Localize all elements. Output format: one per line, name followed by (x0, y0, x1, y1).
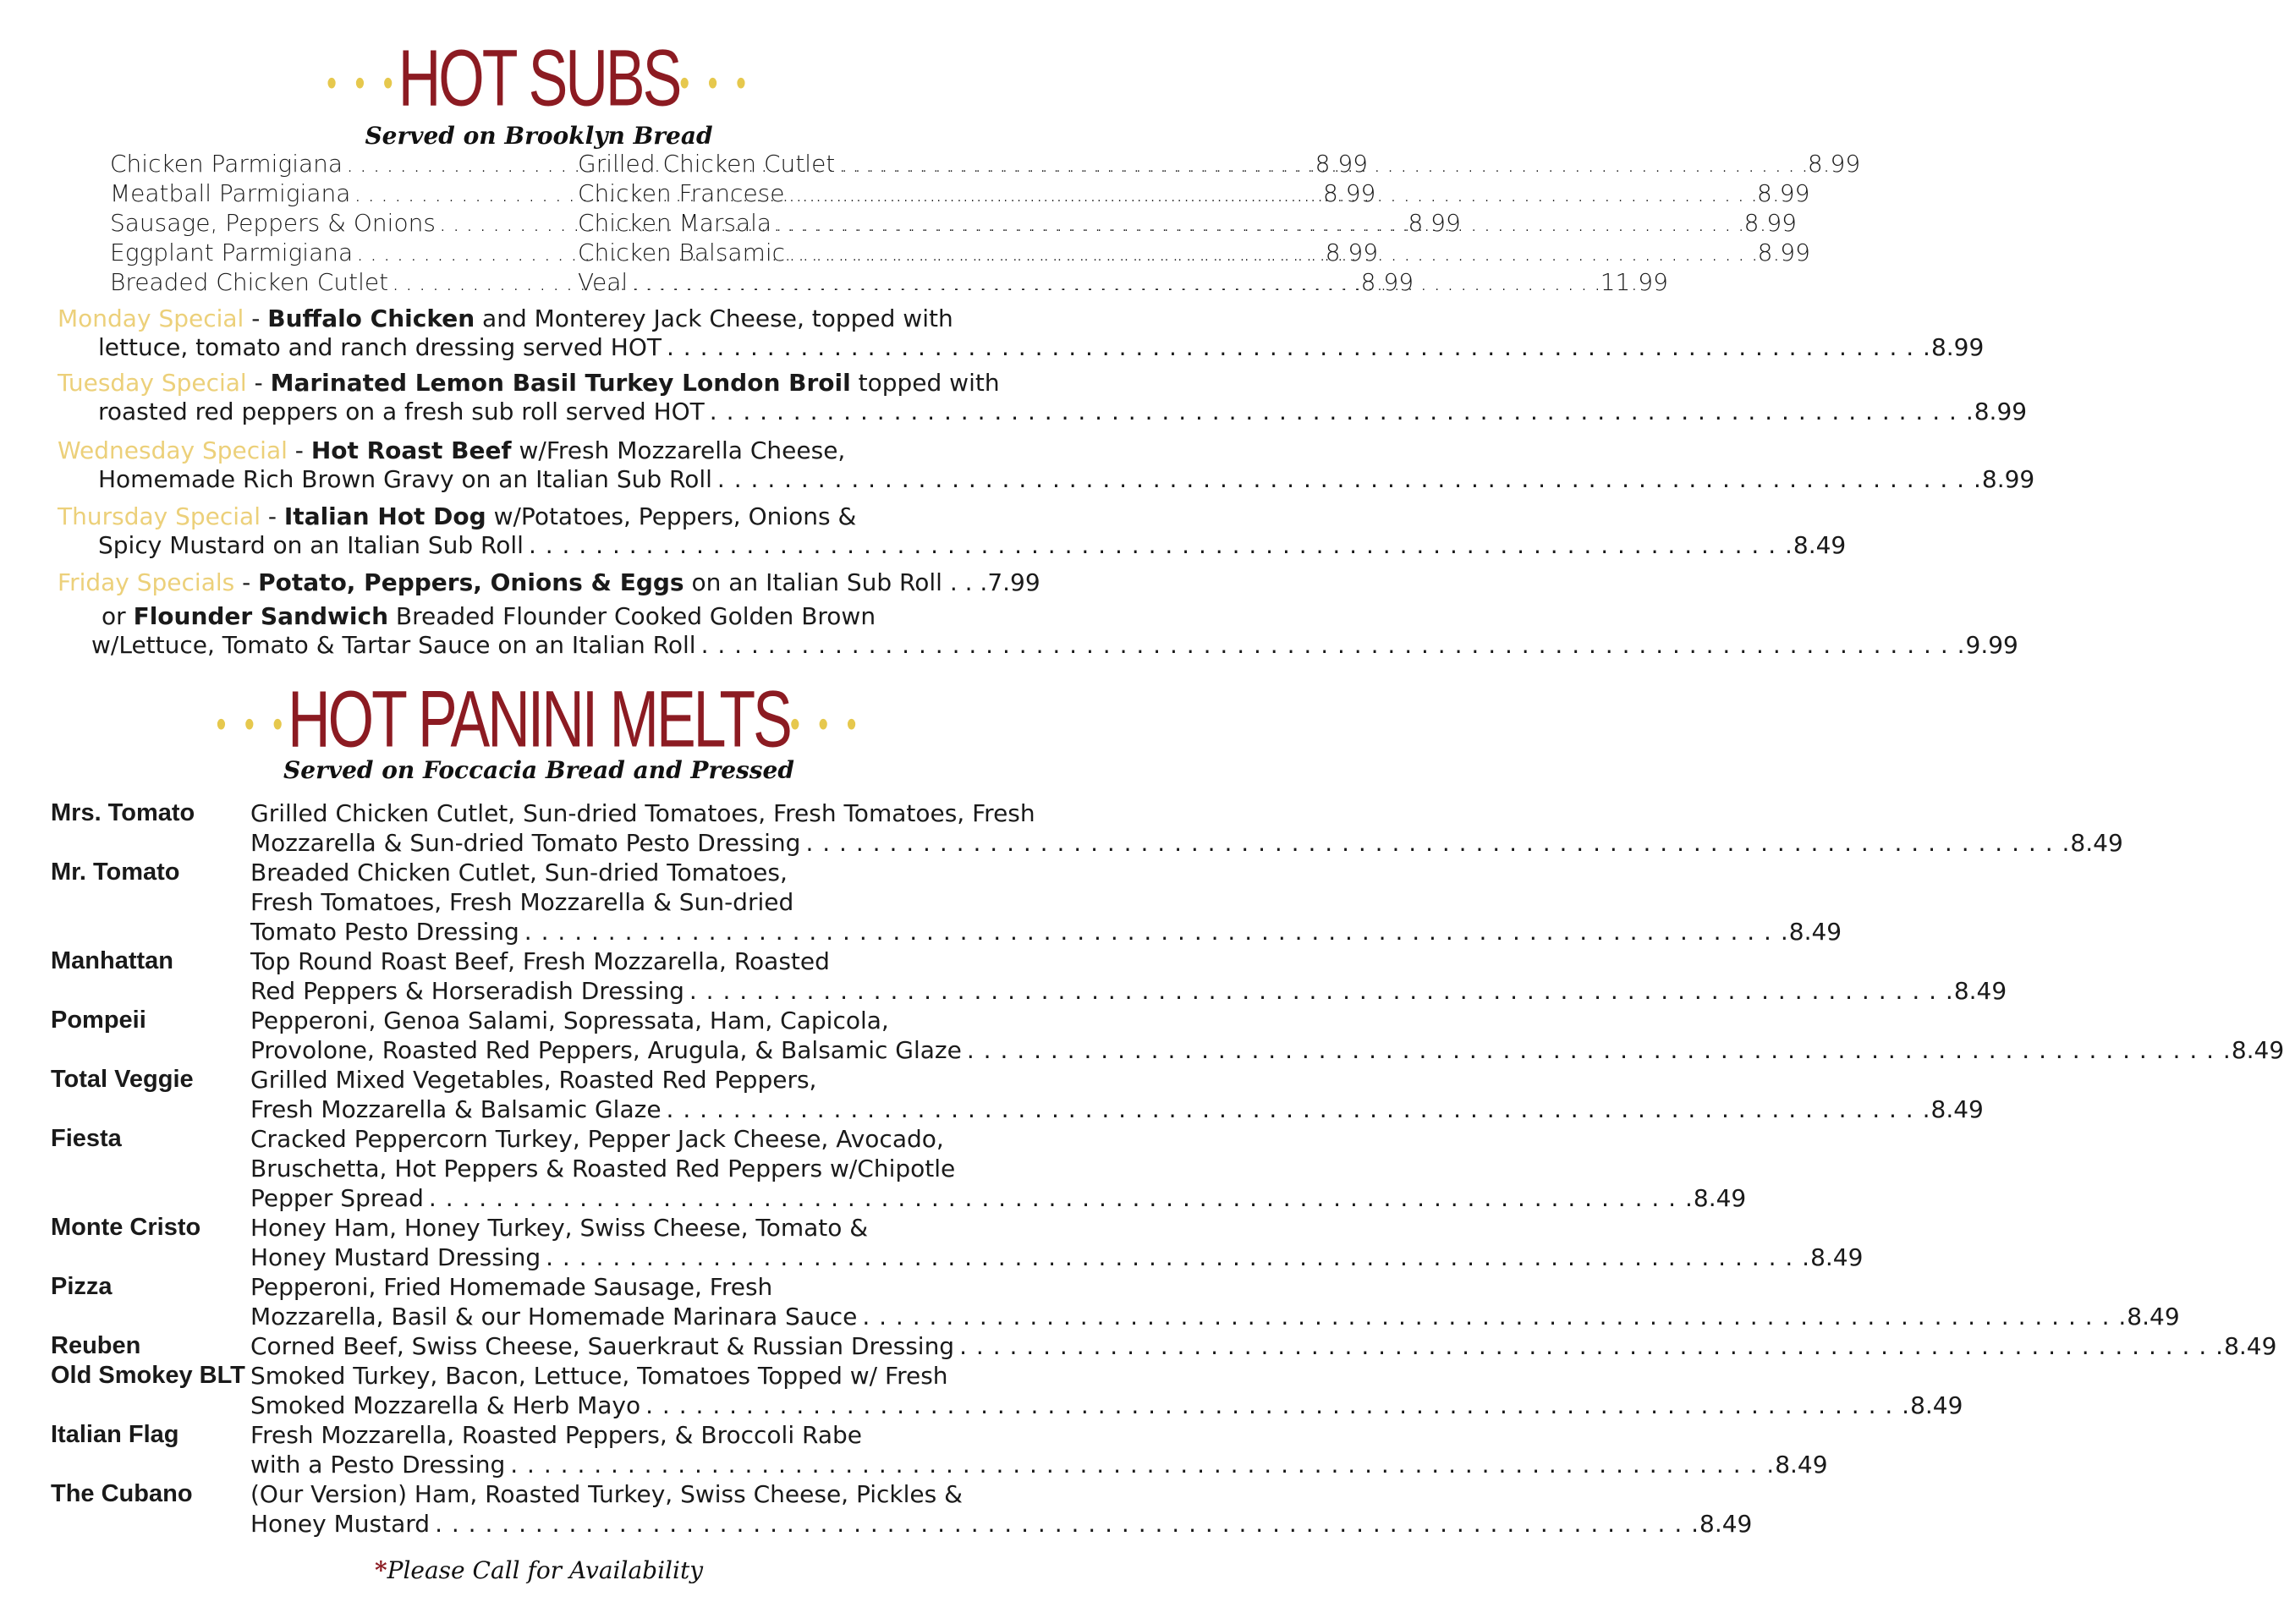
panini-item (51, 1420, 1828, 1479)
panini-list (51, 798, 2284, 1539)
panini-item-desc-last: Tomato Pesto Dressing (250, 918, 519, 946)
menu-item-name: Chicken Marsala (578, 209, 772, 237)
hot-subs-title (0, 32, 1078, 123)
panini-item-name: Pizza (51, 1273, 113, 1300)
panini-item-name: Total Veggie (51, 1066, 194, 1093)
panini-item-name: Old Smokey BLT (51, 1362, 245, 1389)
panini-item-desc-last: Mozzarella, Basil & our Homemade Marinara Sauce (250, 1303, 858, 1330)
panini-item-name: Manhattan (51, 947, 173, 974)
panini-item-name: The Cubano (51, 1480, 193, 1507)
panini-item (51, 858, 1842, 946)
panini-item-desc-last: Red Peppers & Horseradish Dressing (250, 977, 684, 1005)
menu-item (578, 149, 1861, 178)
availability-note-text: Please Call for Availability (387, 1556, 704, 1584)
panini-item (51, 798, 2123, 858)
panini-item-price: 8.49 (2224, 1332, 2277, 1360)
menu-item-price: 8.99 (1325, 239, 1379, 266)
friday-day-label: Friday Specials (58, 568, 235, 596)
menu-item-price: 8.99 (1408, 209, 1461, 237)
panini-item-desc-line: Grilled Chicken Cutlet, Sun-dried Tomatoes, Fresh Tomatoes, Fresh (250, 799, 1035, 827)
panini-item-desc-last: Honey Mustard Dressing (250, 1243, 541, 1271)
menu-item-name: Breaded Chicken Cutlet (110, 268, 389, 296)
hot-subs-right-column (578, 149, 1861, 297)
menu-item-price: 8.99 (1757, 179, 1810, 207)
special-item-desc: and Monterey Jack Cheese, topped with (482, 304, 953, 332)
friday-item-2-desc: Breaded Flounder Cooked Golden Brown (395, 602, 876, 630)
panini-item-desc-last: Mozzarella & Sun-dried Tomato Pesto Dressing (250, 829, 801, 857)
panini-item-price: 8.49 (2070, 829, 2123, 857)
panini-item-desc-line: Pepperoni, Genoa Salami, Sopressata, Ham, Capicola, (250, 1007, 889, 1034)
panini-item-price: 8.49 (2231, 1036, 2284, 1064)
asterisk: * (374, 1556, 387, 1584)
special-item-desc: w/Fresh Mozzarella Cheese, (519, 436, 846, 464)
availability-note (0, 1556, 1078, 1584)
menu-item-name: Eggplant Parmigiana (110, 239, 354, 266)
panini-item-desc-line: Fresh Tomatoes, Fresh Mozzarella & Sun-dried (250, 888, 794, 916)
special-item-desc-line: Spicy Mustard on an Italian Sub Roll (98, 531, 524, 559)
panini-item-desc-line: Grilled Mixed Vegetables, Roasted Red Peppers, (250, 1066, 817, 1094)
special-price: 8.99 (1930, 333, 1985, 361)
panini-item-desc-last: Fresh Mozzarella & Balsamic Glaze (250, 1095, 662, 1123)
hot-subs-title-text: HOT SUBS (398, 33, 680, 123)
daily-special: Wednesday Special - Hot Roast Beef w/Fresh Mozzarella Cheese, Homemade Rich Brown Gravy on an Italian Sub Roll . . . 8.99 (58, 436, 1022, 494)
panini-item-name: Mrs. Tomato (51, 799, 195, 826)
menu-item-name: Meatball Parmigiana (110, 179, 351, 207)
menu-item-price: 8.99 (1807, 150, 1861, 178)
decorative-dots-right: • • • (679, 62, 751, 106)
panini-item-desc-last: Pepper Spread (250, 1184, 424, 1212)
panini-item-name: Reuben (51, 1332, 141, 1359)
panini-item (51, 1213, 1864, 1272)
panini-item-price: 8.49 (1699, 1510, 1753, 1538)
panini-item-desc-line: Cracked Peppercorn Turkey, Pepper Jack Cheese, Avocado, (250, 1125, 944, 1153)
friday-price-1: 7.99 (987, 568, 1040, 596)
panini-item (51, 1331, 2277, 1361)
panini-item-price: 8.49 (1788, 918, 1842, 946)
panini-item-price: 8.49 (1910, 1391, 1963, 1419)
menu-item-price: 8.99 (1743, 209, 1797, 237)
panini-title-text: HOT PANINI MELTS (288, 674, 790, 764)
panini-item-desc-line: Top Round Roast Beef, Fresh Mozzarella, Roasted (250, 947, 830, 975)
menu-item-price: 8.99 (1757, 239, 1810, 266)
special-item-desc: w/Potatoes, Peppers, Onions & (493, 502, 857, 530)
friday-or: or (102, 602, 126, 630)
special-price: 8.99 (1974, 398, 2028, 425)
special-day-label: Wednesday Special (58, 436, 288, 464)
menu-item-price: 8.99 (1322, 179, 1376, 207)
panini-item-price: 8.49 (1810, 1243, 1864, 1271)
panini-title (0, 673, 1078, 765)
panini-item-desc-line: Smoked Turkey, Bacon, Lettuce, Tomatoes Topped w/ Fresh (250, 1362, 948, 1390)
panini-item-desc-line: Bruschetta, Hot Peppers & Roasted Red Peppers w/Chipotle (250, 1155, 956, 1182)
decorative-dots-left: • • • (327, 62, 398, 106)
friday-price-2: 9.99 (1965, 631, 2018, 659)
special-price: 8.99 (1981, 465, 2035, 493)
special-item-name: Buffalo Chicken (267, 304, 475, 332)
friday-item-2-desc-line: w/Lettuce, Tomato & Tartar Sauce on an Italian Roll (91, 631, 696, 659)
daily-special: Monday Special - Buffalo Chicken and Monterey Jack Cheese, topped with lettuce, tomato and ranch dressing served HOT . . . 8.99 (58, 304, 1022, 362)
special-item-desc-line: roasted red peppers on a fresh sub roll served HOT (98, 398, 705, 425)
panini-item-price: 8.49 (1953, 977, 2007, 1005)
special-item-name: Italian Hot Dog (283, 502, 486, 530)
panini-item-desc-last: Honey Mustard (250, 1510, 431, 1538)
special-item-name: Marinated Lemon Basil Turkey London Broil (270, 369, 851, 397)
special-price: 8.49 (1793, 531, 1847, 559)
special-item-desc-line: Homemade Rich Brown Gravy on an Italian Sub Roll (98, 465, 712, 493)
menu-item-price: 11.99 (1600, 268, 1668, 296)
menu-item-name: Veal (578, 268, 629, 296)
menu-item-price: 8.99 (1360, 268, 1414, 296)
friday-item-1-desc: on an Italian Sub Roll (691, 568, 942, 596)
friday-item-2: Flounder Sandwich (133, 602, 389, 630)
panini-item (51, 1361, 1963, 1420)
special-item-name: Hot Roast Beef (310, 436, 512, 464)
special-day-label: Thursday Special (58, 502, 261, 530)
menu-item-name: Grilled Chicken Cutlet (578, 150, 836, 178)
panini-item-desc-line: Honey Ham, Honey Turkey, Swiss Cheese, Tomato & (250, 1214, 869, 1242)
panini-item-name: Pompeii (51, 1007, 146, 1034)
panini-item-desc-line: Breaded Chicken Cutlet, Sun-dried Tomatoes, (250, 859, 788, 886)
panini-item (51, 1006, 2284, 1065)
menu-item (578, 178, 1810, 208)
panini-item-name: Monte Cristo (51, 1214, 201, 1241)
panini-subtitle: Served on Foccacia Bread and Pressed (283, 756, 794, 784)
panini-item (51, 946, 2007, 1006)
panini-item (51, 1065, 1984, 1124)
panini-item-desc-line: Fresh Mozzarella, Roasted Peppers, & Broccoli Rabe (250, 1421, 862, 1449)
panini-item (51, 1272, 2180, 1331)
panini-item-price: 8.49 (1930, 1095, 1984, 1123)
daily-special: Tuesday Special - Marinated Lemon Basil Turkey London Broil topped with roasted red peppers on a fresh sub roll served HOT . . . 8.99 (58, 369, 1022, 426)
panini-item-price: 8.49 (2127, 1303, 2180, 1330)
special-day-label: Monday Special (58, 304, 244, 332)
panini-item-desc-last: with a Pesto Dressing (250, 1451, 506, 1479)
special-item-desc-line: lettuce, tomato and ranch dressing served HOT (98, 333, 662, 361)
panini-item-name: Fiesta (51, 1125, 122, 1152)
panini-item-price: 8.49 (1693, 1184, 1747, 1212)
panini-item (51, 1479, 1753, 1539)
panini-item (51, 1124, 1747, 1213)
decorative-dots-left: • • • (216, 703, 288, 747)
special-item-desc: topped with (858, 369, 1000, 397)
panini-item-name: Mr. Tomato (51, 859, 180, 886)
menu-item (578, 208, 1797, 238)
panini-item-desc-last: Smoked Mozzarella & Herb Mayo (250, 1391, 641, 1419)
panini-item-desc-line: (Our Version) Ham, Roasted Turkey, Swiss Cheese, Pickles & (250, 1480, 963, 1508)
panini-item-desc-last: Provolone, Roasted Red Peppers, Arugula, & Balsamic Glaze (250, 1036, 962, 1064)
hot-subs-subtitle: Served on Brooklyn Bread (365, 122, 713, 150)
menu-item-name: Sausage, Peppers & Onions (110, 209, 436, 237)
friday-item-1: Potato, Peppers, Onions & Eggs (258, 568, 684, 596)
panini-item-desc-line: Pepperoni, Fried Homemade Sausage, Fresh (250, 1273, 773, 1301)
special-day-label: Tuesday Special (58, 369, 247, 397)
menu-item (578, 238, 1810, 267)
menu-item-name: Chicken Balsamic (578, 239, 786, 266)
menu-item-name: Chicken Francese (578, 179, 785, 207)
decorative-dots-right: • • • (789, 703, 862, 747)
friday-special: Friday Specials - Potato, Peppers, Onions & Eggs on an Italian Sub Roll . . .7.99 or Flounder Sandwich Breaded Flounder Cooked Golden Brown w/Lettuce, Tomato & Tartar Sauce on an Italian Roll . . . 9.99 (58, 568, 1022, 660)
menu-item-name: Chicken Parmigiana (110, 150, 343, 178)
daily-special: Thursday Special - Italian Hot Dog w/Potatoes, Peppers, Onions & Spicy Mustard on an Italian Sub Roll . . . 8.49 (58, 502, 1022, 560)
menu-item-price: 8.99 (1315, 150, 1368, 178)
panini-item-price: 8.49 (1775, 1451, 1828, 1479)
panini-item-name: Italian Flag (51, 1421, 179, 1448)
panini-item-desc-last: Corned Beef, Swiss Cheese, Sauerkraut & Russian Dressing (250, 1332, 955, 1360)
